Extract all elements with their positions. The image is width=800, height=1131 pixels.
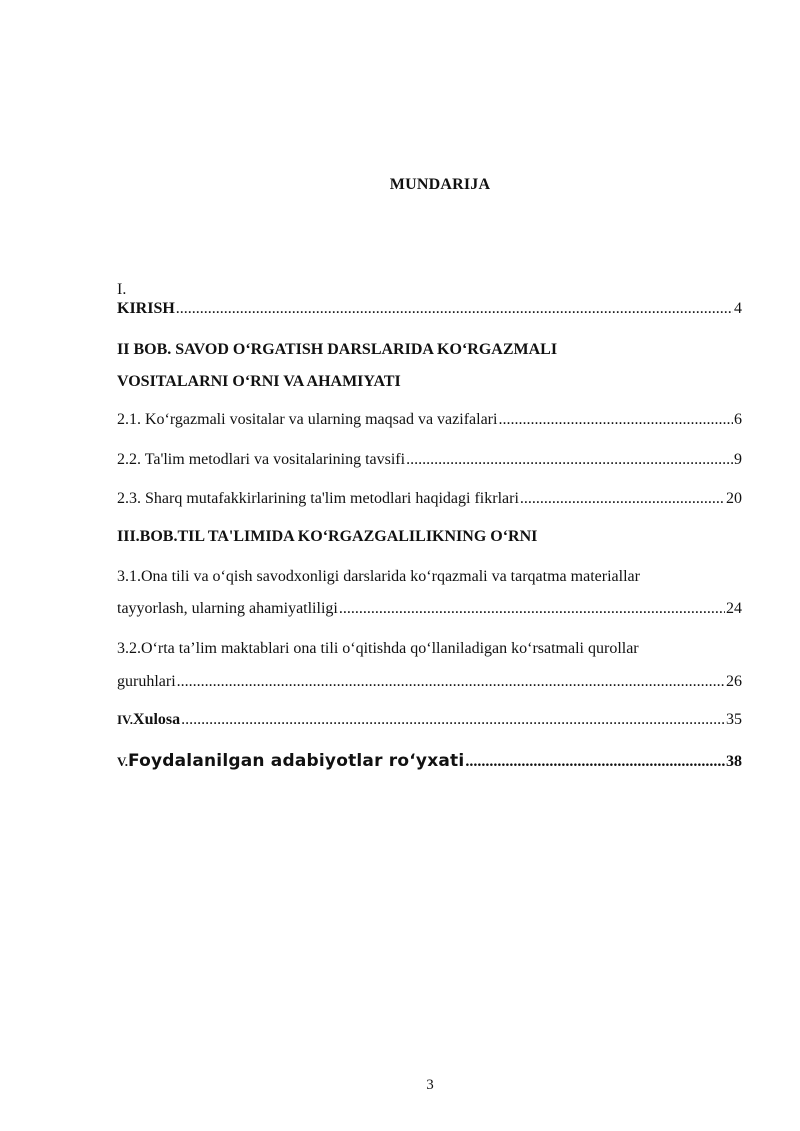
toc-entry-intro[interactable] <box>117 299 742 319</box>
toc-entry-2-1[interactable] <box>117 410 742 430</box>
leader-dots <box>498 410 733 430</box>
toc-entry-label: KIRISH <box>117 300 175 317</box>
toc-entry-page: 9 <box>734 451 742 468</box>
toc-entry-label: 2.2. Ta'lim metodlari va vositalarining tavsifi <box>117 451 406 468</box>
toc-entry-label: guruhlari <box>117 673 176 690</box>
leader-dots <box>339 599 725 619</box>
toc-entry-2-2[interactable] <box>117 450 742 470</box>
toc-entry-numeral: V. <box>117 754 128 769</box>
toc-entry-label: 2.1. Ko‘rgazmali vositalar va ularning maqsad va vazifalari <box>117 411 498 428</box>
toc-entry-3-1[interactable] <box>117 599 742 619</box>
leader-dots <box>406 450 733 470</box>
toc-entry-page: 35 <box>726 711 742 728</box>
leader-dots <box>465 752 725 772</box>
toc-entry-references[interactable] <box>117 751 742 772</box>
chapter-2-heading-line1[interactable]: II BOB. SAVOD O‘RGATISH DARSLARIDA KO‘RGAZMALI <box>117 341 558 358</box>
leader-dots <box>177 672 725 692</box>
toc-entry-page: 6 <box>734 411 742 428</box>
toc-entry-3-2[interactable] <box>117 672 742 692</box>
toc-entry-label: 2.3. Sharq mutafakkirlarining ta'lim metodlari haqidagi fikrlari <box>117 490 519 507</box>
chapter-3-heading[interactable]: III.BOB.TIL TA'LIMIDA KO‘RGAZGALILIKNING O‘RNI <box>117 528 538 545</box>
toc-entry-page: 20 <box>726 490 742 507</box>
toc-entry-page: 24 <box>726 600 742 617</box>
toc-entry-2-3[interactable] <box>117 489 742 509</box>
leader-dots <box>520 489 725 509</box>
chapter-2-heading-line2[interactable]: VOSITALARNI O‘RNI VA AHAMIYATI <box>117 373 401 390</box>
toc-entry-page: 4 <box>734 300 742 317</box>
toc-entry-numeral: IV. <box>117 712 134 727</box>
toc-entry-label: tayyorlash, ularning ahamiyatliligi <box>117 600 338 617</box>
intro-numeral: I. <box>117 281 127 298</box>
toc-entry-page: 26 <box>726 673 742 690</box>
toc-entry-conclusion[interactable] <box>117 710 742 730</box>
leader-dots <box>176 299 733 319</box>
toc-entry-label: Xulosa <box>133 711 181 728</box>
leader-dots <box>181 710 725 730</box>
toc-entry-3-1-line1: 3.1.Ona tili va o‘qish savodxonligi darslarida ko‘rqazmali va tarqatma materiallar <box>117 568 640 585</box>
toc-entry-3-2-line1: 3.2.O‘rta ta’lim maktablari ona tili o‘qitishda qo‘llaniladigan ko‘rsatmali qurollar <box>117 640 639 657</box>
page-title: MUNDARIJA <box>389 176 491 193</box>
toc-entry-label: Foydalanilgan adabiyotlar ro‘yxati <box>127 751 465 771</box>
page-number: 3 <box>426 1077 434 1093</box>
toc-entry-page: 38 <box>726 753 742 770</box>
